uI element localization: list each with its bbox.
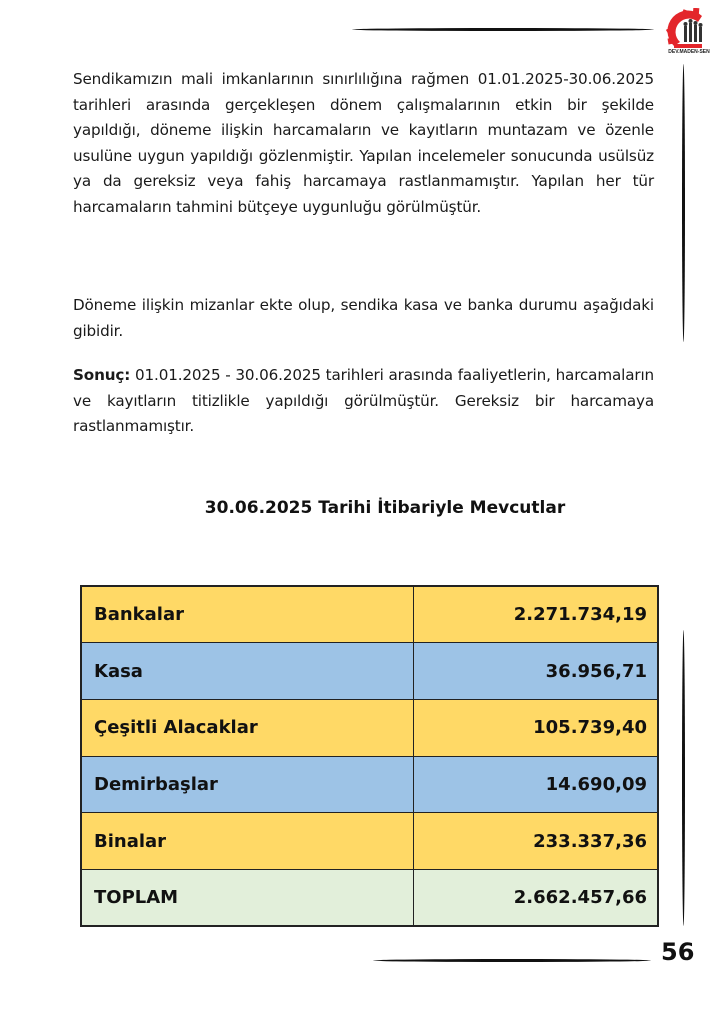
row-value: 105.739,40	[413, 699, 658, 756]
paragraph-audit-findings: Sendikamızın mali imkanlarının sınırlılığına rağmen 01.01.2025-30.06.2025 tarihleri arasında gerçekleşen dönem çalışmalarının etkin bir şekilde yapıldığı, döneme ilişkin harcamaların ve kayıtların muntazam ve özenle usulüne uygun yapıldığı gözlenmiştir. Yapılan incelemeler sonucunda usülsüz ya da gereksiz veya fahiş harcamaya rastlanmamıştır. Yapılan her tür harcamaların tahmini bütçeye uygunluğu görülmüştür.	[73, 70, 654, 216]
paragraph-trial-balance: Döneme ilişkin mizanlar ekte olup, sendika kasa ve banka durumu aşağıdaki gibidir.	[73, 296, 654, 340]
gear-workers-logo-icon	[664, 8, 712, 52]
conclusion-text: 01.01.2025 - 30.06.2025 tarihleri arasında faaliyetlerin, harcamaların ve kayıtların titizlikle yapıldığı görülmüştür. Gereksiz bir harcamaya rastlanmamıştır.	[73, 366, 654, 436]
table-row	[81, 699, 658, 756]
total-value: 2.662.457,66	[413, 869, 658, 926]
row-value: 14.690,09	[413, 756, 658, 813]
row-label: Bankalar	[81, 586, 413, 643]
row-value: 36.956,71	[413, 643, 658, 700]
page-number: 56	[661, 938, 695, 966]
table-row-total	[81, 869, 658, 926]
total-label: TOPLAM	[81, 869, 413, 926]
paragraph-conclusion	[73, 363, 654, 440]
row-value: 2.271.734,19	[413, 586, 658, 643]
side-rule-upper	[682, 64, 685, 342]
footer-rule	[373, 959, 651, 962]
row-label: Kasa	[81, 643, 413, 700]
table-title: 30.06.2025 Tarihi İtibariyle Mevcutlar	[204, 498, 566, 518]
conclusion-label: Sonuç:	[73, 366, 131, 384]
table-row	[81, 813, 658, 870]
table-row	[81, 756, 658, 813]
logo-caption: DEV.MADEN-SEN	[668, 49, 710, 55]
assets-table	[80, 585, 659, 927]
header-rule	[352, 28, 654, 31]
row-label: Demirbaşlar	[81, 756, 413, 813]
row-value: 233.337,36	[413, 813, 658, 870]
side-rule-lower	[682, 630, 685, 926]
row-label: Çeşitli Alacaklar	[81, 699, 413, 756]
table-row	[81, 586, 658, 643]
row-label: Binalar	[81, 813, 413, 870]
table-row	[81, 643, 658, 700]
